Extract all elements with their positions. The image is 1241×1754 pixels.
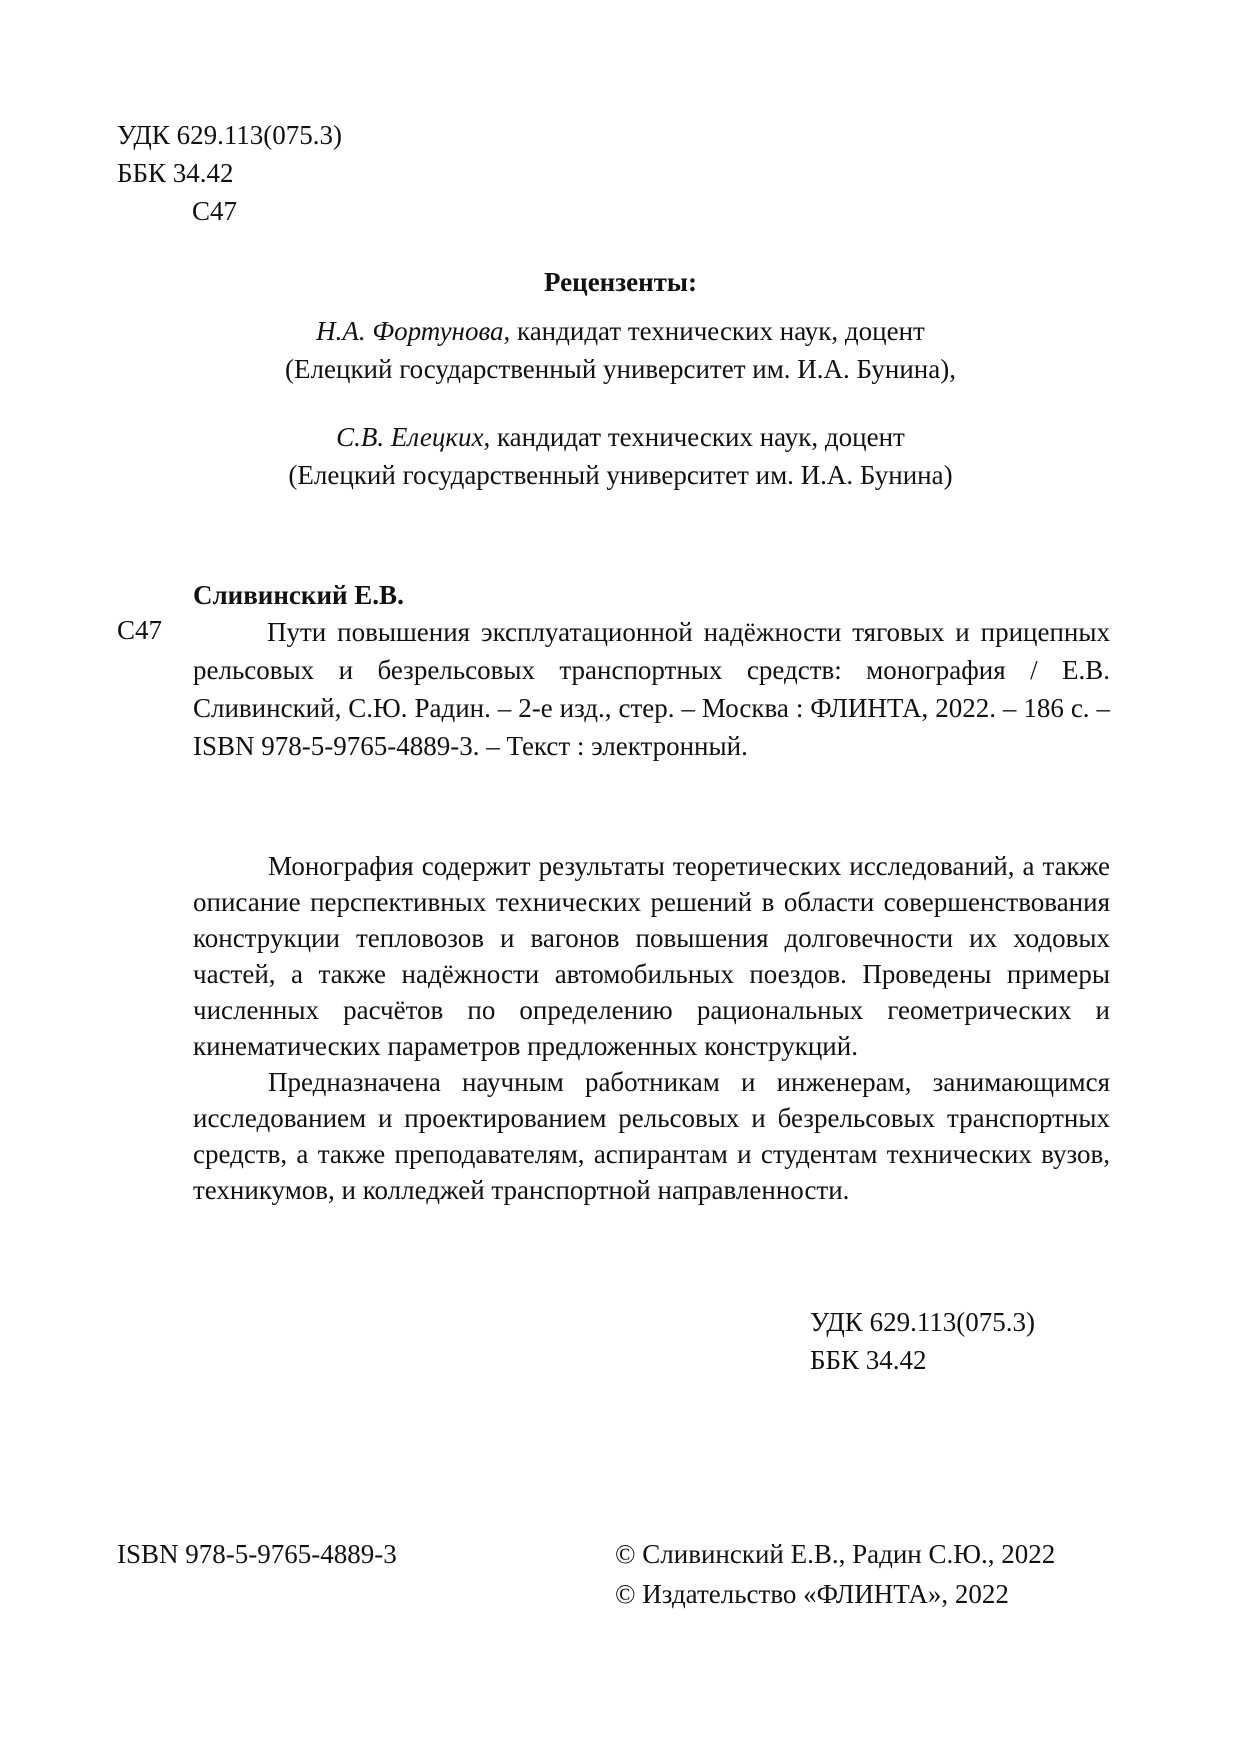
reviewer-credentials: , кандидат технических наук, доцент — [483, 422, 905, 452]
copyright-publisher: © Издательство «ФЛИНТА», 2022 — [615, 1579, 1009, 1609]
reviewer-affiliation: (Елецкий государственный университет им. И.А. Бунина), — [285, 354, 956, 384]
bbk-code: ББК 34.42 — [117, 158, 234, 188]
abstract-paragraph-1: Монография содержит результаты теоретических исследований, а также описание перспективных технических решений в области совершенствования конструкции тепловозов и вагонов повышения долговечности их ходовых частей, а также надёжности автомобильных поездов. Проведены примеры численных расчётов по определению рациональных геометрических и кинематических параметров предложенных конструкций. — [193, 851, 1110, 1061]
isbn: ISBN 978-5-9765-4889-3 — [117, 1539, 397, 1569]
bibliography-author: Сливинский Е.В. — [193, 580, 404, 610]
bibliography-description — [193, 613, 1110, 765]
reviewer-name: С.В. Елецких — [336, 422, 484, 452]
reviewer-2 — [0, 420, 1241, 496]
abstract-paragraph-2: Предназначена научным работникам и инженерам, занимающимся исследованием и проектированием рельсовых и безрельсовых транспортных средств, а также преподавателям, аспирантам и студентам технических вузов, техникумов, и колледжей транспортной направленности. — [193, 1067, 1110, 1205]
reviewers-title: Рецензенты: — [544, 267, 697, 297]
copyright-block — [615, 1537, 1055, 1617]
bbk-code-bottom: ББК 34.42 — [810, 1345, 927, 1375]
copyright-authors: © Сливинский Е.В., Радин С.Ю., 2022 — [615, 1539, 1056, 1569]
reviewer-affiliation: (Елецкий государственный университет им. И.А. Бунина) — [288, 460, 953, 490]
bibliography-code: С47 — [117, 615, 163, 645]
bottom-classification-codes — [810, 1305, 1035, 1381]
udk-code: УДК 629.113(075.3) — [117, 120, 343, 150]
reviewer-1 — [0, 314, 1241, 390]
reviewer-credentials: , кандидат технических наук, доцент — [503, 316, 925, 346]
classification-codes — [117, 118, 342, 232]
udk-code-bottom: УДК 629.113(075.3) — [810, 1307, 1036, 1337]
author-mark: С47 — [192, 196, 238, 226]
abstract — [193, 848, 1110, 1208]
bibliography-text: Пути повышения эксплуатационной надёжности тяговых и прицепных рельсовых и безрельсовых транспортных средств: монография / Е.В. Сливинский, С.Ю. Радин. – 2-е изд., стер. – Москва : ФЛИНТА, 2022. – 186 с. – ISBN 978-5-9765-4889-3. – Текст : электронный. — [193, 617, 1110, 761]
reviewer-name: Н.А. Фортунова — [316, 316, 504, 346]
